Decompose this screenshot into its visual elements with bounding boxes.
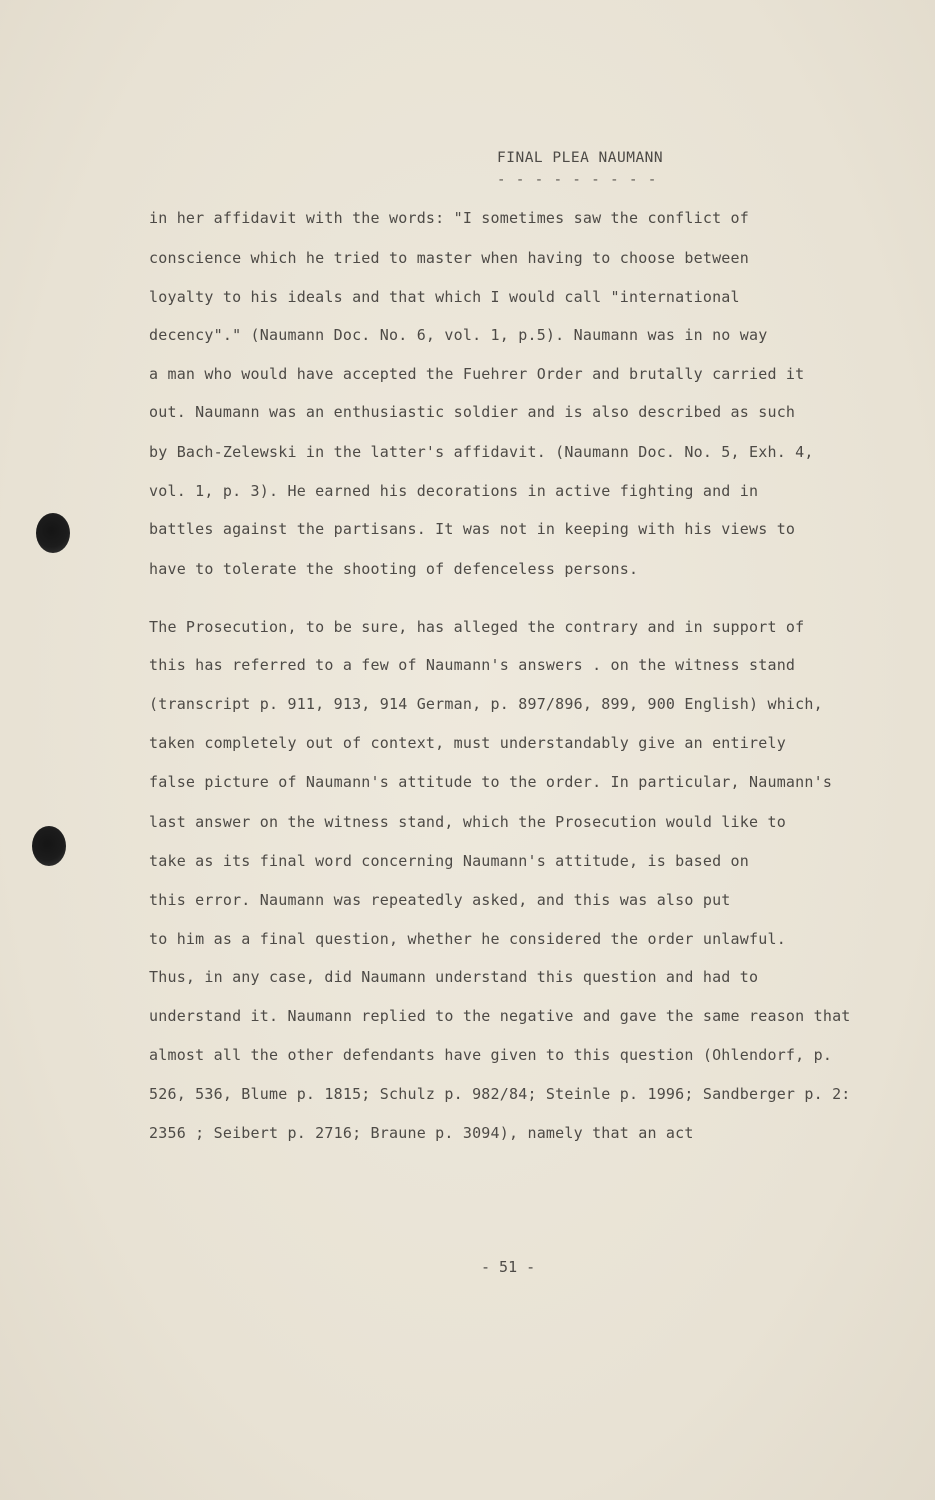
text-line: 526, 536, Blume p. 1815; Schulz p. 982/84; Steinle p. 1996; Sandberger p. 2: bbox=[149, 1085, 851, 1103]
text-line: decency"." (Naumann Doc. No. 6, vol. 1, p.5). Naumann was in no way bbox=[149, 326, 768, 344]
text-line: loyalty to his ideals and that which I would call "international bbox=[149, 288, 740, 306]
page-header-title: FINAL PLEA NAUMANN bbox=[497, 150, 664, 166]
text-line: 2356 ; Seibert p. 2716; Braune p. 3094), namely that an act bbox=[149, 1124, 694, 1142]
text-line: battles against the partisans. It was not in keeping with his views to bbox=[149, 520, 796, 538]
text-line: by Bach-Zelewski in the latter's affidavit. (Naumann Doc. No. 5, Exh. 4, bbox=[149, 443, 814, 461]
text-line: almost all the other defendants have given to this question (Ohlendorf, p. bbox=[149, 1046, 833, 1064]
text-line: a man who would have accepted the Fuehrer Order and brutally carried it bbox=[149, 365, 805, 383]
page-number: - 51 - bbox=[481, 1258, 536, 1276]
text-line: have to tolerate the shooting of defenceless persons. bbox=[149, 560, 639, 578]
text-line: out. Naumann was an enthusiastic soldier and is also described as such bbox=[149, 403, 796, 421]
text-line: understand it. Naumann replied to the negative and gave the same reason that bbox=[149, 1007, 851, 1025]
punch-hole-bottom bbox=[32, 826, 66, 866]
header-underline: - - - - - - - - - bbox=[497, 172, 658, 188]
text-line: this error. Naumann was repeatedly asked, and this was also put bbox=[149, 891, 731, 909]
text-line: in her affidavit with the words: "I sometimes saw the conflict of bbox=[149, 209, 749, 227]
text-line: Thus, in any case, did Naumann understand this question and had to bbox=[149, 968, 759, 986]
text-line: The Prosecution, to be sure, has alleged the contrary and in support of bbox=[149, 618, 805, 636]
text-line: this has referred to a few of Naumann's answers . on the witness stand bbox=[149, 656, 796, 674]
text-line: last answer on the witness stand, which the Prosecution would like to bbox=[149, 813, 786, 831]
text-line: vol. 1, p. 3). He earned his decorations in active fighting and in bbox=[149, 482, 759, 500]
punch-hole-top bbox=[36, 513, 70, 553]
text-line: false picture of Naumann's attitude to the order. In particular, Naumann's bbox=[149, 773, 833, 791]
text-line: conscience which he tried to master when having to choose between bbox=[149, 249, 749, 267]
text-line: take as its final word concerning Naumann's attitude, is based on bbox=[149, 852, 749, 870]
text-line: to him as a final question, whether he considered the order unlawful. bbox=[149, 930, 786, 948]
text-line: (transcript p. 911, 913, 914 German, p. 897/896, 899, 900 English) which, bbox=[149, 695, 823, 713]
text-line: taken completely out of context, must understandably give an entirely bbox=[149, 734, 786, 752]
